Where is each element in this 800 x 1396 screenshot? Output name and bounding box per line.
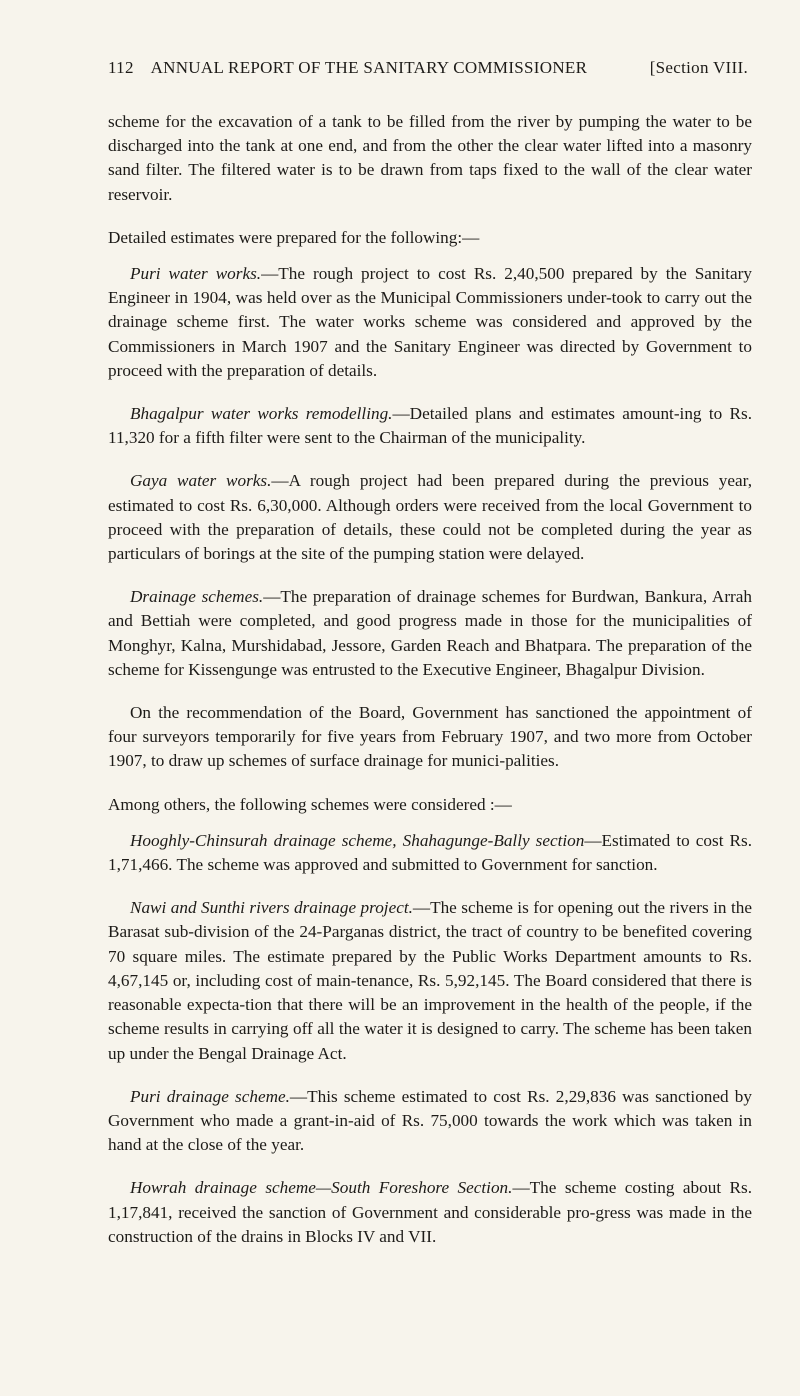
paragraph-text: —Detailed plans and estimates amount-ing to Rs. 11,320 for a fifth filter were sent to the Chairman of the municipality. (108, 404, 752, 448)
report-title: ANNUAL REPORT OF THE SANITARY COMMISSIONER (150, 58, 588, 77)
paragraph-text: —The scheme costing about Rs. 1,17,841, received the sanction of Government and considerable pro-gress was made in the construction of the drains in Blocks IV and VII. (108, 1178, 752, 1246)
paragraph-heading: Puri drainage scheme. (130, 1086, 290, 1106)
paragraph-text: —The scheme is for opening out the rivers in the Barasat sub-division of the 24-Parganas district, the tract of country to be benefited covering 70 square miles. The estimate prepared by the Public Works Department amounts to Rs. 4,67,145 or, including cost of main-tenance, Rs. 5,92,145. The Board considered that there is reasonable expecta-tion that there will be an improvement in the health of the people, if the scheme results in carrying off all the water it is designed to carry. The scheme has been taken up under the Bengal Drainage Act. (108, 898, 752, 1063)
paragraph-text: —The preparation of drainage schemes for Burdwan, Bankura, Arrah and Bettiah were completed, and good progress made in those for the municipalities of Monghyr, Kalna, Murshidabad, Jessore, Garden Reach and Bhatpara. The preparation of the scheme for Kissengunge was entrusted to the Executive Engineer, Bhagalpur Division. (108, 587, 752, 679)
paragraph-heading: Drainage schemes. (130, 587, 264, 607)
paragraph-howrah (108, 1176, 752, 1249)
paragraph-bhagalpur (108, 402, 752, 450)
paragraph-drainage-schemes (108, 585, 752, 682)
paragraph-text: scheme for the excavation of a tank to be filled from the river by pumping the water to be discharged into the tank at one end, and from the other the clear water lifted into a masonry sand filter. The filtered water is to be drawn from taps fixed to the wall of the clear water reservoir. (108, 112, 752, 204)
paragraph-gaya (108, 469, 752, 566)
paragraph-continuation (108, 110, 752, 207)
report-body (108, 110, 752, 1268)
paragraph-text: Among others, the following schemes were considered :— (108, 794, 512, 814)
paragraph-text: —Estimated to cost Rs. 1,71,466. The scheme was approved and submitted to Government for sanction. (108, 830, 752, 875)
paragraph-text: Detailed estimates were prepared for the following:— (108, 227, 480, 247)
paragraph-puri-drainage (108, 1085, 752, 1158)
section-label: [Section VIII. (649, 58, 748, 77)
paragraph-heading: Puri water works. (130, 264, 262, 284)
paragraph-hooghly (108, 829, 752, 877)
paragraph-intro (108, 226, 752, 250)
paragraph-among-others (108, 793, 752, 817)
paragraph-heading: Hooghly-Chinsurah drainage scheme, Shahagunge-Bally section (130, 830, 585, 850)
paragraph-text: —This scheme estimated to cost Rs. 2,29,836 was sanctioned by Government who made a grant-in-aid of Rs. 75,000 towards the work which was taken in hand at the close of the year. (108, 1086, 752, 1155)
page-number: 112 (108, 58, 134, 77)
paragraph-text: On the recommendation of the Board, Government has sanctioned the appointment of four surveyors temporarily for five years from February 1907, and two more from October 1907, to draw up schemes of surface drainage for munici-palities. (108, 703, 752, 771)
paragraph-heading: Bhagalpur water works remodelling. (130, 404, 393, 424)
paragraph-heading: Gaya water works. (130, 471, 272, 491)
paragraph-heading: Nawi and Sunthi rivers drainage project. (130, 898, 413, 918)
paragraph-text: —The rough project to cost Rs. 2,40,500 prepared by the Sanitary Engineer in 1904, was held over as the Municipal Commissioners under-took to carry out the drainage scheme first. The water works scheme was considered and approved by the Commissioners in March 1907 and the Sanitary Engineer was directed by Government to proceed with the preparation of details. (108, 264, 752, 380)
paragraph-puri-water-works (108, 262, 752, 383)
paragraph-surveyors (108, 701, 752, 774)
paragraph-text: —A rough project had been prepared during the previous year, estimated to cost Rs. 6,30,000. Although orders were received from the local Government to proceed with the preparation of details, these could not be completed during the year as particulars of borings at the site of the pumping station were delayed. (108, 471, 752, 564)
paragraph-heading: Howrah drainage scheme—South Foreshore Section. (130, 1178, 513, 1198)
running-header (108, 58, 748, 78)
paragraph-nawi-sunthi (108, 896, 752, 1065)
